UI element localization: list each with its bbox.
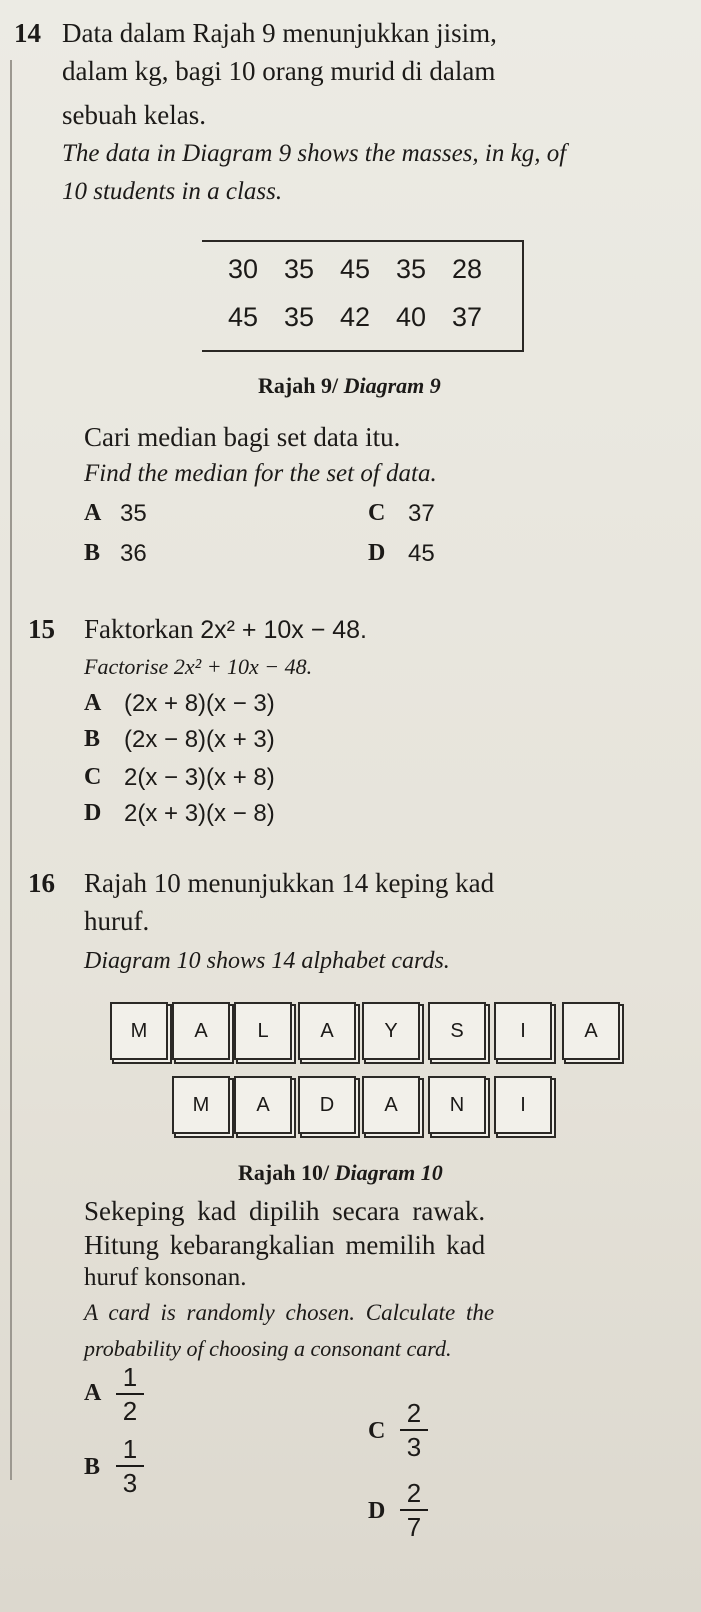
q14-option-d-text: 45 xyxy=(408,540,435,567)
q14-option-b-text: 36 xyxy=(120,540,147,567)
q15-option-d-letter: D xyxy=(84,800,102,826)
q14-option-c-text: 37 xyxy=(408,500,435,527)
q15-english-expression: 2x² + 10x − 48. xyxy=(173,654,313,679)
fraction-bar xyxy=(116,1393,144,1395)
q16-english-q1: A card is randomly chosen. Calculate the xyxy=(84,1300,495,1325)
q16-number: 16 xyxy=(28,868,55,898)
q15-option-d-text: 2(x + 3)(x − 8) xyxy=(124,800,275,827)
q14-number: 14 xyxy=(14,18,41,48)
data-cell: 30 xyxy=(228,254,259,284)
numerator: 1 xyxy=(122,1434,138,1464)
fraction-bar xyxy=(400,1429,428,1431)
q15-option-b-text: (2x − 8)(x + 3) xyxy=(124,726,275,753)
q16-english-q2: probability of choosing a consonant card. xyxy=(84,1336,452,1361)
q16-malay-q1: Sekeping kad dipilih secara rawak. xyxy=(84,1196,486,1226)
q16-malay-q3: huruf konsonan. xyxy=(84,1264,247,1291)
data-cell: 35 xyxy=(284,254,315,284)
mass-data-table xyxy=(202,240,524,352)
q14-option-b-letter: B xyxy=(84,540,101,566)
q16-malay-q2: Hitung kebarangkalian memilih kad xyxy=(84,1230,486,1260)
alphabet-card: I xyxy=(494,1076,552,1134)
q16-option-a-letter: A xyxy=(84,1380,102,1406)
alphabet-card: I xyxy=(494,1002,552,1060)
q15-option-a-letter: A xyxy=(84,690,102,716)
q14-option-d-letter: D xyxy=(368,540,386,566)
data-cell: 28 xyxy=(452,254,483,284)
alphabet-card: M xyxy=(110,1002,168,1060)
data-cell: 40 xyxy=(396,302,427,332)
q15-option-c-text: 2(x − 3)(x + 8) xyxy=(124,764,275,791)
fraction-bar xyxy=(116,1465,144,1467)
data-cell: 45 xyxy=(340,254,371,284)
fraction-option-b xyxy=(116,1434,144,1498)
q15-english xyxy=(84,654,312,680)
data-row-2 xyxy=(228,302,508,333)
q15-option-c-letter: C xyxy=(84,764,102,790)
numerator: 2 xyxy=(406,1398,422,1428)
q16-malay-line1: Rajah 10 menunjukkan 14 keping kad xyxy=(84,868,495,898)
data-cell: 35 xyxy=(396,254,427,284)
q14-malay-line1: Data dalam Rajah 9 menunjukkan jisim, xyxy=(62,18,497,48)
q14-option-a-letter: A xyxy=(84,500,102,526)
q14-malay-line3: sebuah kelas. xyxy=(62,100,206,130)
q16-english-line1: Diagram 10 shows 14 alphabet cards. xyxy=(84,948,450,974)
alphabet-card: S xyxy=(428,1002,486,1060)
caption-malay: Rajah 9/ xyxy=(258,373,344,398)
q16-option-d-letter: D xyxy=(368,1498,386,1524)
q14-question-malay: Cari median bagi set data itu. xyxy=(84,422,401,452)
data-row-1 xyxy=(228,254,508,285)
diagram-9-caption xyxy=(258,373,441,399)
q15-option-a-text: (2x + 8)(x − 3) xyxy=(124,690,275,717)
q16-malay-line2: huruf. xyxy=(84,906,150,936)
q14-malay-line2: dalam kg, bagi 10 orang murid di dalam xyxy=(62,56,496,86)
denominator: 3 xyxy=(122,1468,138,1498)
denominator: 3 xyxy=(406,1432,422,1462)
q16-option-b-letter: B xyxy=(84,1454,101,1480)
fraction-option-a xyxy=(116,1362,144,1426)
alphabet-card: A xyxy=(234,1076,292,1134)
q15-expression: 2x² + 10x − 48. xyxy=(200,616,368,644)
alphabet-card: D xyxy=(298,1076,356,1134)
caption-english: Diagram 10 xyxy=(334,1160,443,1185)
q16-option-c-letter: C xyxy=(368,1418,386,1444)
q15-option-b-letter: B xyxy=(84,726,101,752)
alphabet-card: A xyxy=(362,1076,420,1134)
q14-question-english: Find the median for the set of data. xyxy=(84,460,437,487)
alphabet-card: Y xyxy=(362,1002,420,1060)
q15-english-prefix: Factorise xyxy=(84,654,174,679)
denominator: 7 xyxy=(406,1512,422,1542)
q15-malay-prefix: Faktorkan xyxy=(84,614,201,644)
alphabet-card: A xyxy=(298,1002,356,1060)
caption-english: Diagram 9 xyxy=(343,373,441,398)
caption-malay: Rajah 10/ xyxy=(238,1160,335,1185)
alphabet-card: N xyxy=(428,1076,486,1134)
q14-option-a-text: 35 xyxy=(120,500,147,527)
q14-english-line1: The data in Diagram 9 shows the masses, in kg, of xyxy=(62,140,567,167)
fraction-option-c xyxy=(400,1398,428,1462)
alphabet-card: L xyxy=(234,1002,292,1060)
q15-number: 15 xyxy=(28,614,55,644)
denominator: 2 xyxy=(122,1396,138,1426)
numerator: 2 xyxy=(406,1478,422,1508)
q15-malay xyxy=(84,614,367,645)
data-cell: 45 xyxy=(228,302,259,332)
alphabet-card: M xyxy=(172,1076,230,1134)
alphabet-card: A xyxy=(172,1002,230,1060)
diagram-10-caption xyxy=(238,1160,443,1186)
fraction-option-d xyxy=(400,1478,428,1542)
data-cell: 42 xyxy=(340,302,371,332)
data-cell: 35 xyxy=(284,302,315,332)
fraction-bar xyxy=(400,1509,428,1511)
q14-option-c-letter: C xyxy=(368,500,386,526)
margin-rule xyxy=(10,60,12,1480)
q14-english-line2: 10 students in a class. xyxy=(62,178,283,205)
data-cell: 37 xyxy=(452,302,483,332)
numerator: 1 xyxy=(122,1362,138,1392)
alphabet-card: A xyxy=(562,1002,620,1060)
